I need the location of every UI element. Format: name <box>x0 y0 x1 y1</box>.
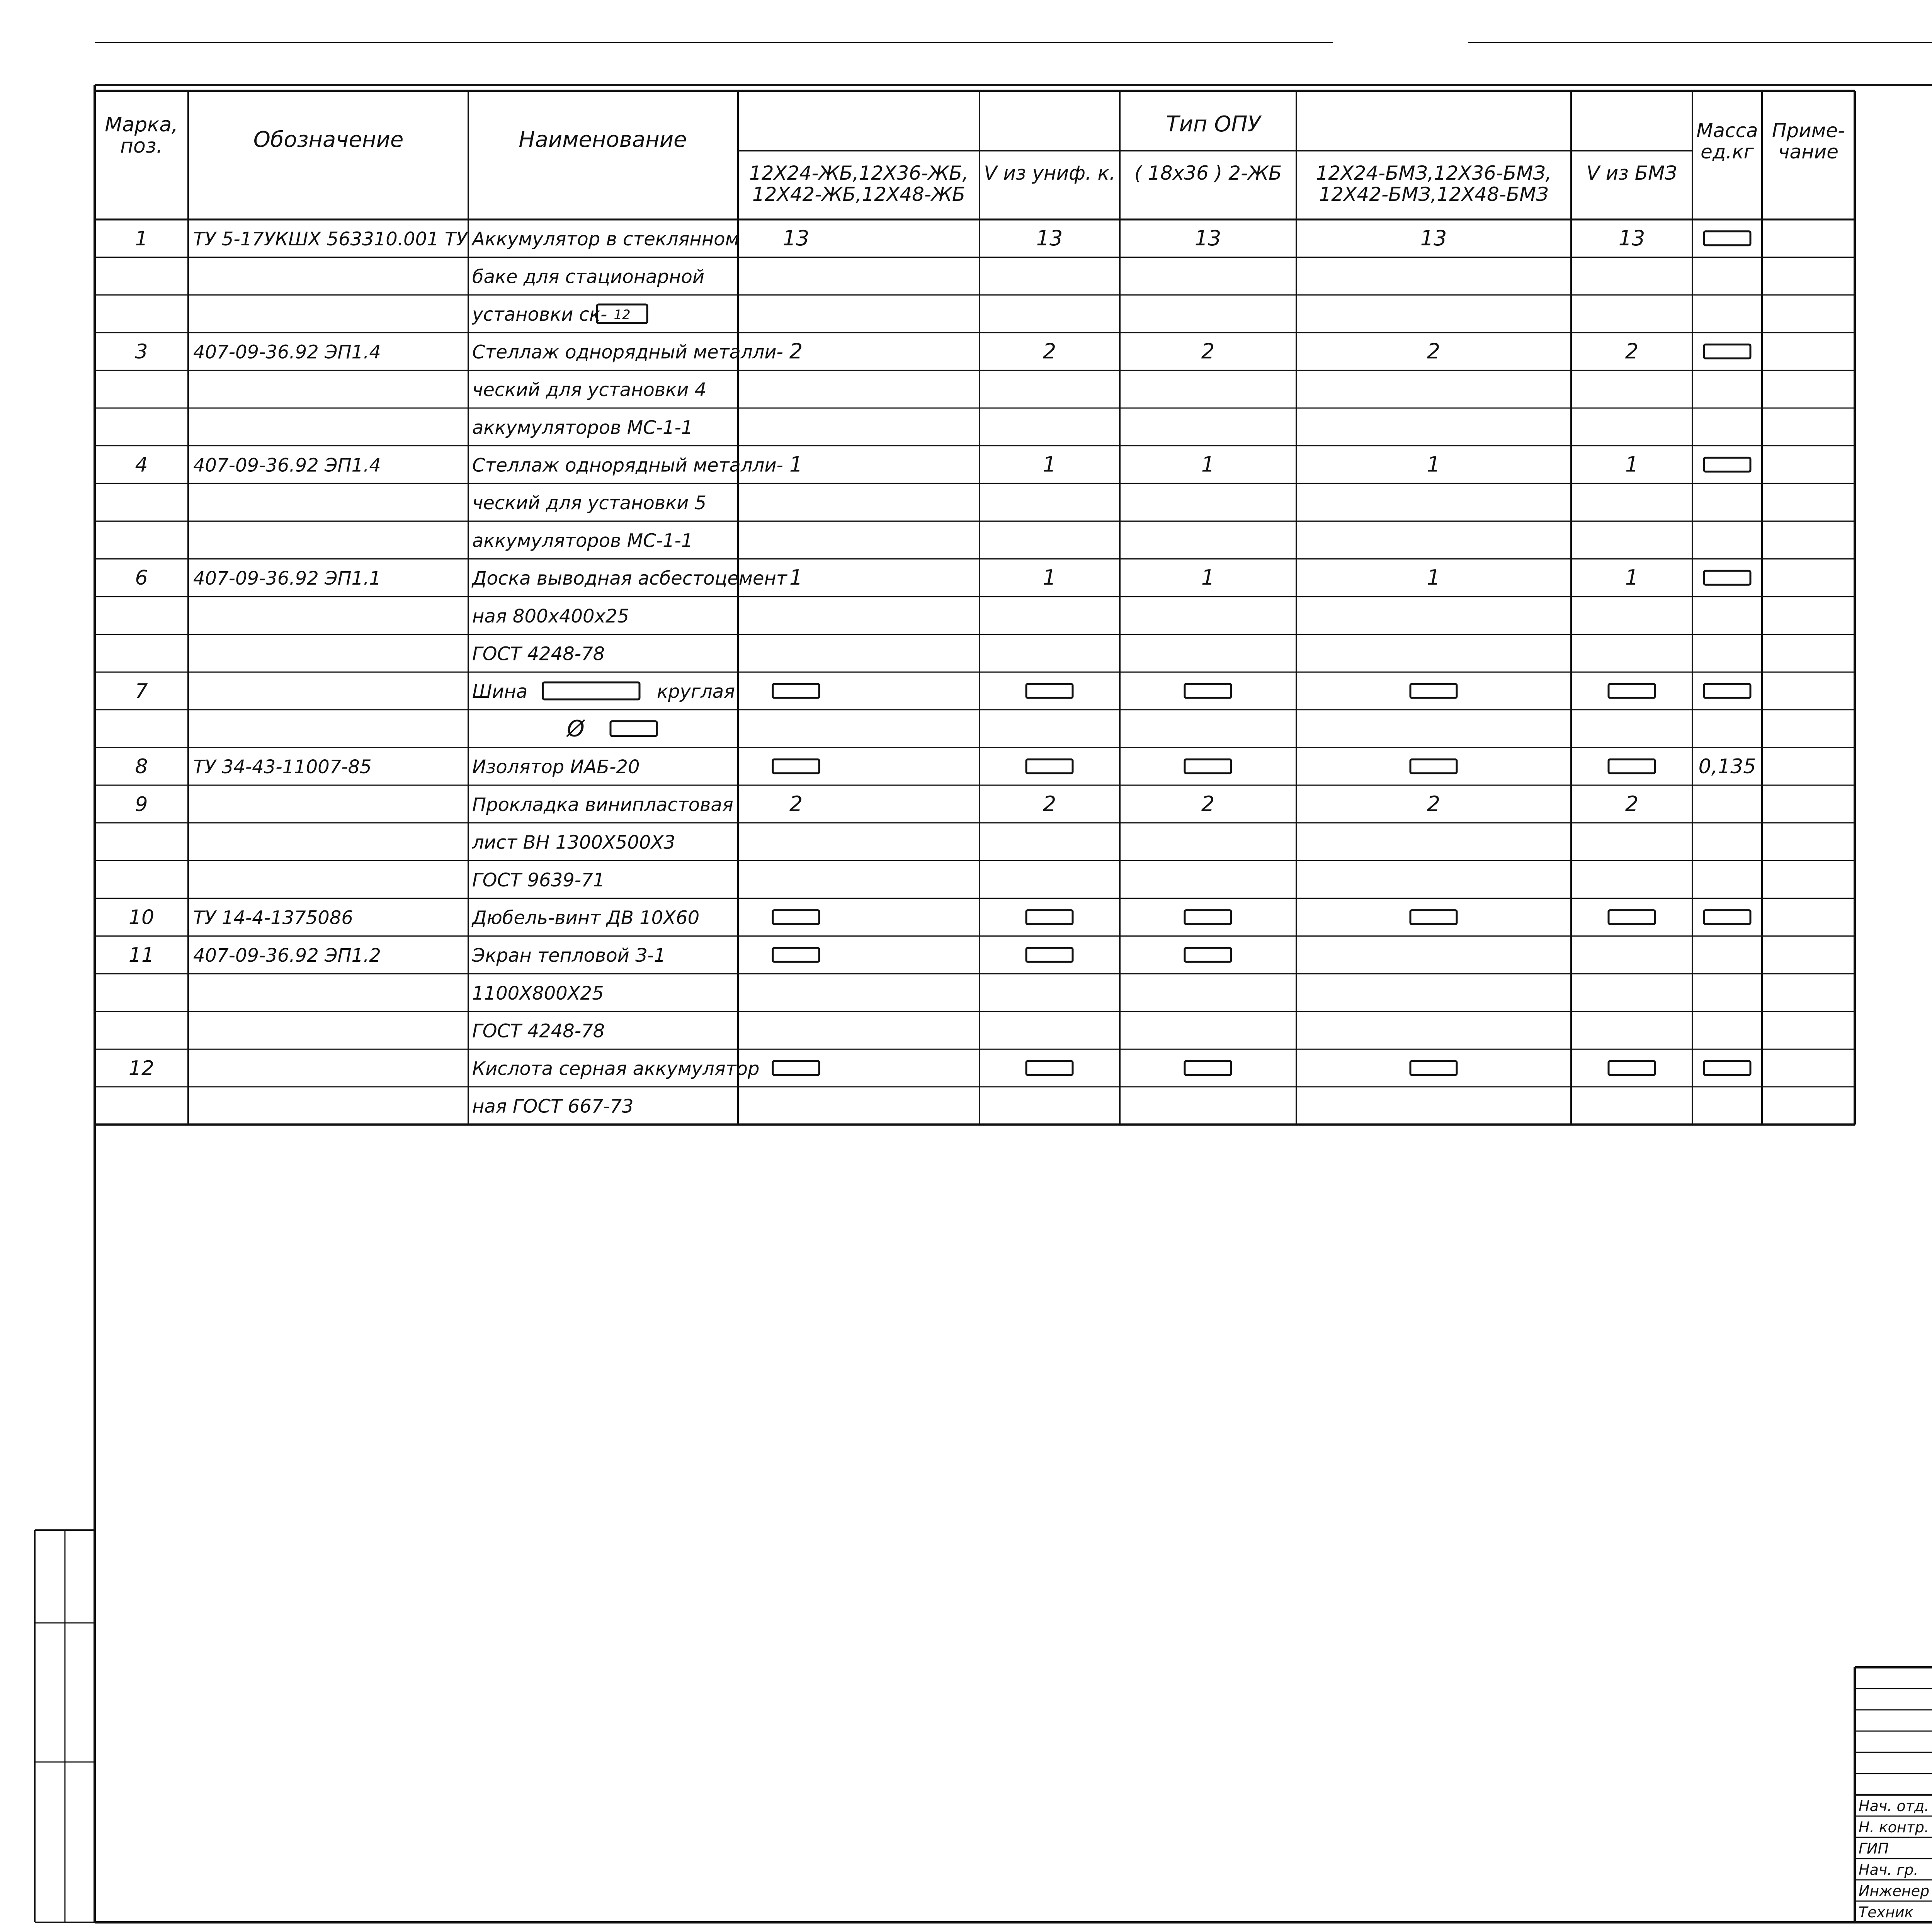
header-note: Приме- <box>1772 119 1845 142</box>
row-value: 1 <box>1625 452 1639 477</box>
row-value: 2 <box>1427 339 1440 364</box>
row-designation: 407-09-36.92 ЭП1.4 <box>193 454 381 476</box>
row-designation: ТУ 14-4-1375086 <box>193 907 353 929</box>
row-name: 1100Х800Х25 <box>472 982 604 1004</box>
row-mark: 4 <box>135 453 148 477</box>
header-name: Наименование <box>519 127 687 152</box>
row-value: 1 <box>1427 565 1440 590</box>
row-name: лист ВН 1300Х500Х3 <box>472 832 675 854</box>
row-name: Кислота серная аккумулятор <box>472 1058 760 1080</box>
row-name: Стеллаж однорядный металли- <box>472 454 783 476</box>
row-mass: 0,135 <box>1698 755 1756 779</box>
row-name: баке для стационарной <box>472 266 705 288</box>
row-name-suffix: круглая <box>657 681 735 702</box>
row-name: Дюбель-винт ДВ 10Х60 <box>472 907 700 929</box>
row-value: 1 <box>1043 565 1056 590</box>
header-mark: поз. <box>120 134 163 158</box>
row-mark: 12 <box>128 1057 155 1080</box>
row-name: ГОСТ 9639-71 <box>472 869 605 891</box>
row-name: ная ГОСТ 667-73 <box>472 1095 634 1117</box>
row-name: ная 800х400х25 <box>472 605 629 627</box>
signer-role: Н. контр. <box>1859 1819 1929 1836</box>
row-value: 1 <box>789 565 803 590</box>
row-designation: 407-09-36.92 ЭП1.4 <box>193 341 381 363</box>
row-name: Аккумулятор в стеклянном <box>472 228 739 250</box>
row-mark: 10 <box>128 906 155 929</box>
diameter-symbol: Ø <box>567 715 585 742</box>
signer-role: Техник <box>1859 1904 1913 1921</box>
row-name: установки ск- <box>472 304 607 325</box>
row-name: аккумуляторов МС-1-1 <box>472 417 693 439</box>
signer-role: Нач. гр. <box>1859 1861 1918 1878</box>
row-value: 1 <box>789 452 803 477</box>
row-mark: 3 <box>135 340 148 364</box>
row-name: ГОСТ 4248-78 <box>472 643 605 665</box>
row-value: 1 <box>1043 452 1056 477</box>
row-designation: ТУ 5-17УКШХ 563310.001 ТУ <box>193 228 468 250</box>
row-value: 2 <box>1043 339 1056 364</box>
row-value: 1 <box>1201 565 1215 590</box>
row-designation: 407-09-36.92 ЭП1.2 <box>193 945 381 967</box>
row-value: 2 <box>789 791 803 816</box>
row-name: Шина <box>472 681 528 702</box>
row-value: 1 <box>1625 565 1639 590</box>
header-type: 12Х24-БМЗ,12Х36-БМЗ, <box>1316 162 1552 184</box>
signer-role: ГИП <box>1859 1840 1889 1857</box>
header-type: 12Х42-БМЗ,12Х48-БМЗ <box>1319 183 1549 206</box>
header-type: ( 18х36 ) 2-ЖБ <box>1134 162 1282 184</box>
row-mark: 7 <box>135 680 148 703</box>
header-type: 12Х42-ЖБ,12Х48-ЖБ <box>752 183 966 206</box>
header-type: V из БМЗ <box>1586 162 1677 184</box>
row-value: 2 <box>1427 791 1440 816</box>
row-name: ГОСТ 4248-78 <box>472 1020 605 1042</box>
row-value: 13 <box>782 226 810 250</box>
header-type: V из униф. к. <box>984 162 1116 184</box>
header-designation: Обозначение <box>253 127 404 152</box>
row-value: 13 <box>1420 226 1447 250</box>
header-mark: Марка, <box>105 113 178 136</box>
row-value: 2 <box>1201 791 1215 816</box>
row-name: аккумуляторов МС-1-1 <box>472 530 693 552</box>
signer-role: Нач. отд. <box>1859 1798 1929 1815</box>
row-mark: 1 <box>135 227 148 250</box>
row-name: Доска выводная асбестоцемент <box>472 568 787 590</box>
row-name: ческий для установки 4 <box>472 379 707 401</box>
row-mark: 8 <box>135 755 148 779</box>
header-opu-type: Тип ОПУ <box>1166 112 1261 137</box>
header-type: 12Х24-ЖБ,12Х36-ЖБ, <box>749 162 969 184</box>
row-name: Изолятор ИАБ-20 <box>472 756 640 778</box>
row-name: Экран тепловой З-1 <box>472 945 666 967</box>
row-mark: 9 <box>135 793 148 816</box>
header-note: чание <box>1778 141 1839 163</box>
row-value: 2 <box>1043 791 1056 816</box>
row-value: 2 <box>789 339 803 364</box>
row-mark: 11 <box>128 944 155 967</box>
row-value: 13 <box>1036 226 1063 250</box>
row-name: Прокладка винипластовая <box>472 794 733 816</box>
row-value: 2 <box>1625 791 1639 816</box>
row-name: Стеллаж однорядный металли- <box>472 341 783 363</box>
row-value: 13 <box>1194 226 1221 250</box>
row-name: ческий для установки 5 <box>472 492 707 514</box>
row-value: 1 <box>1201 452 1215 477</box>
row-designation: 407-09-36.92 ЭП1.1 <box>193 568 381 590</box>
row-name-box-text: 12 <box>614 307 631 323</box>
header-mass: Масса <box>1696 119 1758 142</box>
signer-role: Инженер <box>1859 1883 1930 1900</box>
row-mark: 6 <box>135 566 148 590</box>
row-value: 2 <box>1201 339 1215 364</box>
row-value: 2 <box>1625 339 1639 364</box>
row-value: 13 <box>1618 226 1645 250</box>
row-value: 1 <box>1427 452 1440 477</box>
header-mass: ед.кг <box>1701 141 1754 163</box>
row-designation: ТУ 34-43-11007-85 <box>193 756 372 778</box>
